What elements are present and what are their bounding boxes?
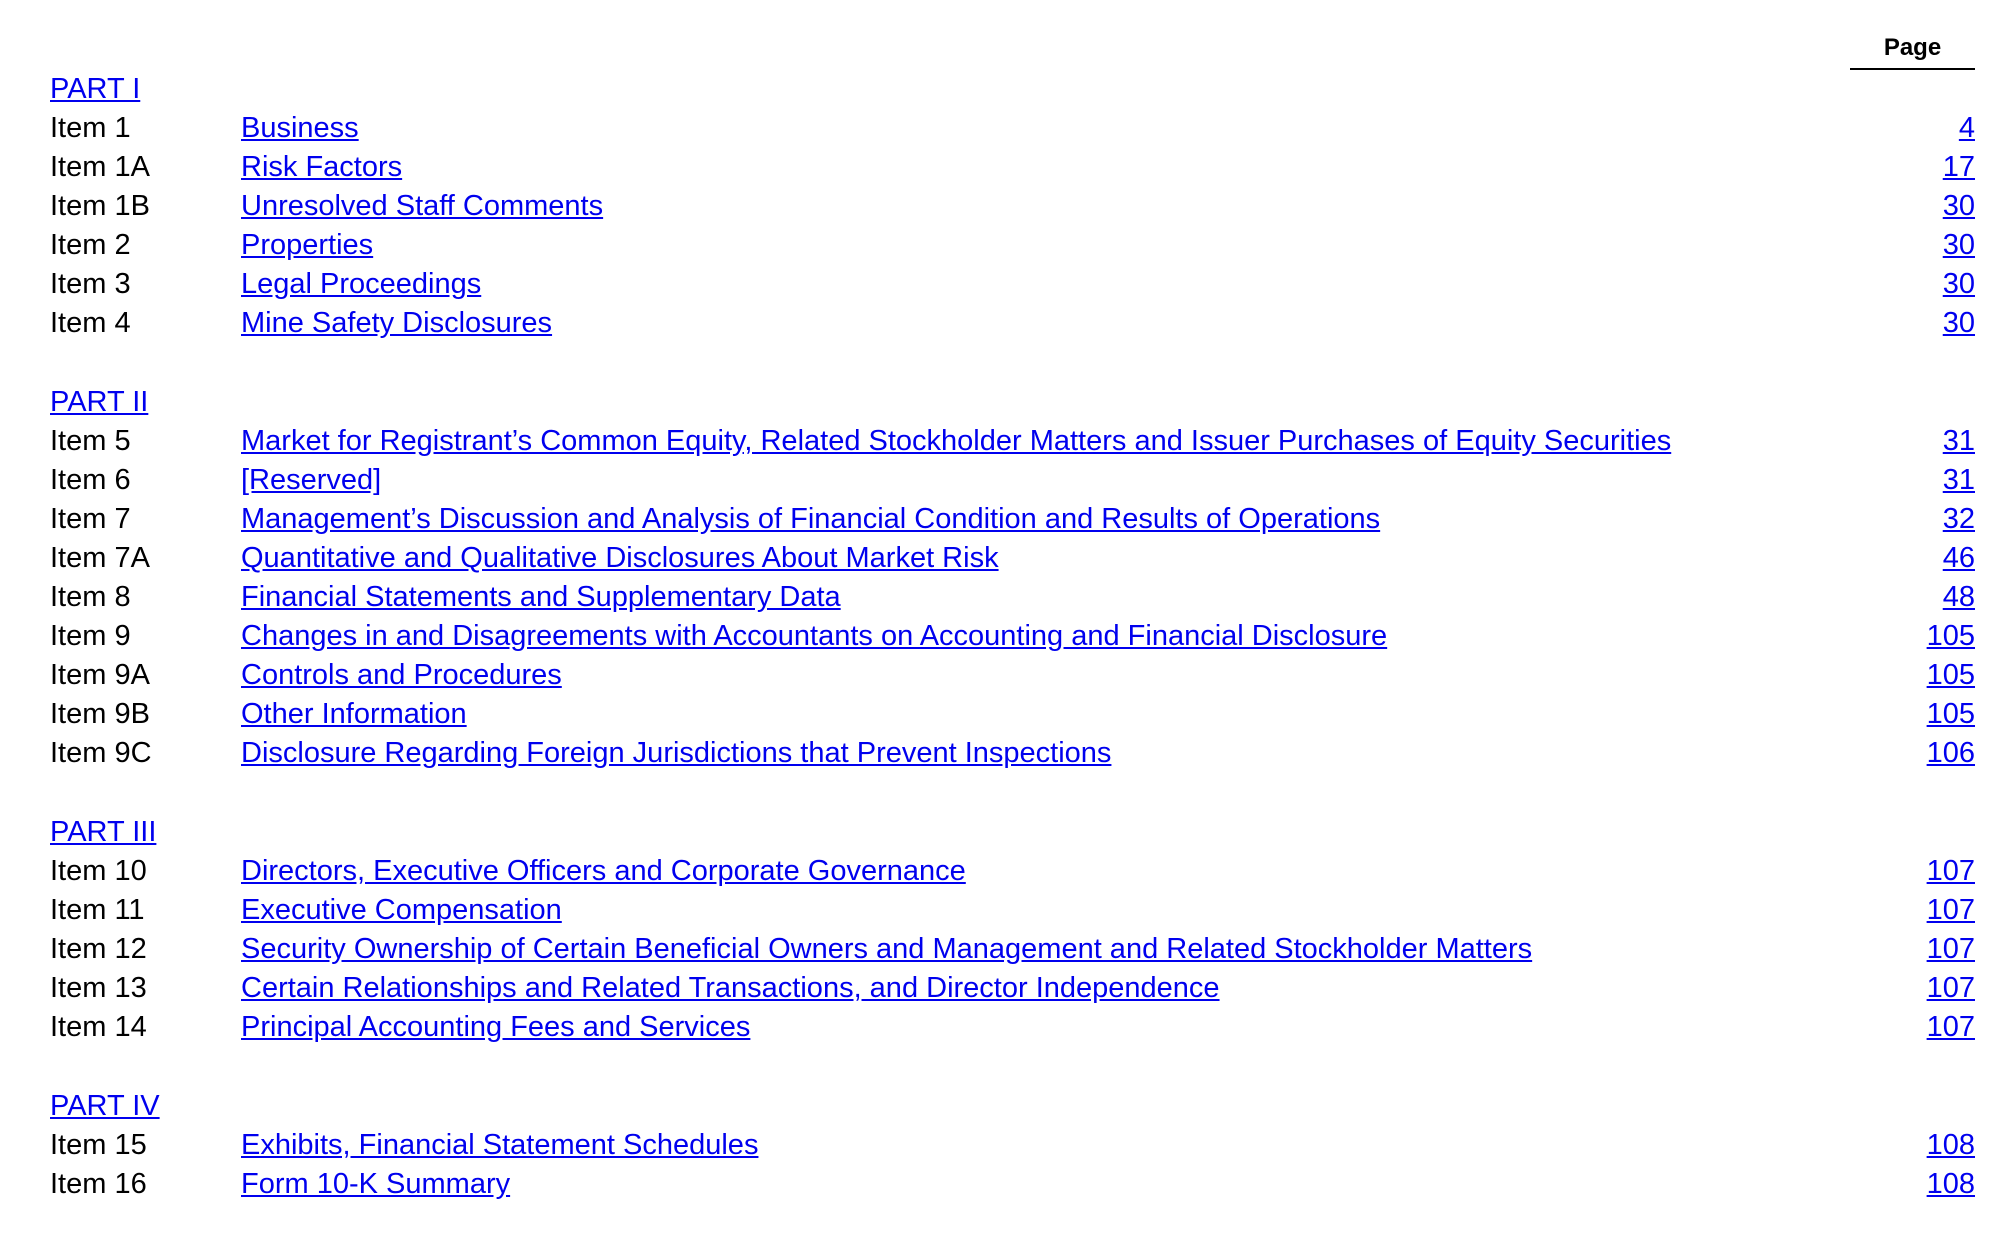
toc-row xyxy=(50,1165,1975,1204)
item-title-cell xyxy=(241,542,1855,575)
toc-row xyxy=(50,852,1975,891)
toc-row xyxy=(50,109,1975,148)
page-number-cell xyxy=(1855,659,1975,692)
item-title-cell xyxy=(241,620,1855,653)
page-number-link[interactable]: 105 xyxy=(1926,620,1975,652)
page-number-cell xyxy=(1855,190,1975,223)
page-number-cell xyxy=(1855,698,1975,731)
page-number-link[interactable]: 105 xyxy=(1926,659,1975,691)
page-number-link[interactable]: 4 xyxy=(1958,112,1975,144)
page-number-link[interactable]: 107 xyxy=(1926,972,1975,1004)
page-number-cell xyxy=(1855,112,1975,145)
page-number-cell xyxy=(1855,307,1975,340)
toc-row xyxy=(50,578,1975,617)
page-number-cell xyxy=(1855,464,1975,497)
toc-row xyxy=(50,617,1975,656)
toc-part-section xyxy=(50,383,1975,773)
page-number-cell xyxy=(1855,894,1975,927)
item-number: Item 8 xyxy=(50,581,131,613)
item-number: Item 1 xyxy=(50,112,131,144)
toc-row xyxy=(50,1008,1975,1047)
part-heading-link[interactable]: PART IV xyxy=(50,1090,160,1122)
item-title-link[interactable]: Market for Registrant’s Common Equity, Related Stockholder Matters and Issuer Purchases of Equity Securities xyxy=(241,425,1672,457)
item-title-link[interactable]: Other Information xyxy=(241,698,467,730)
page-number-cell xyxy=(1855,933,1975,966)
item-title-link[interactable]: Exhibits, Financial Statement Schedules xyxy=(241,1129,759,1161)
item-number: Item 1B xyxy=(50,190,150,222)
item-number: Item 16 xyxy=(50,1168,147,1200)
item-title-cell xyxy=(241,698,1855,731)
page-number-cell xyxy=(1855,1011,1975,1044)
item-title-link[interactable]: Changes in and Disagreements with Accountants on Accounting and Financial Disclosure xyxy=(241,620,1388,652)
item-title-cell xyxy=(241,464,1855,497)
item-title-link[interactable]: Quantitative and Qualitative Disclosures About Market Risk xyxy=(241,542,999,574)
item-title-cell xyxy=(241,503,1855,536)
item-number: Item 12 xyxy=(50,933,147,965)
item-title-link[interactable]: Business xyxy=(241,112,359,144)
item-title-link[interactable]: Certain Relationships and Related Transactions, and Director Independence xyxy=(241,972,1220,1004)
item-number: Item 10 xyxy=(50,855,147,887)
page-number-link[interactable]: 107 xyxy=(1926,894,1975,926)
part-heading-link[interactable]: PART I xyxy=(50,73,141,105)
page-number-link[interactable]: 107 xyxy=(1926,1011,1975,1043)
item-title-cell xyxy=(241,933,1855,966)
item-number: Item 9 xyxy=(50,620,131,652)
toc-part-section xyxy=(50,70,1975,343)
item-number: Item 11 xyxy=(50,894,145,926)
page-number-link[interactable]: 31 xyxy=(1942,464,1975,496)
section-spacer xyxy=(50,773,1975,813)
toc-row xyxy=(50,500,1975,539)
page-number-cell xyxy=(1855,581,1975,614)
part-heading-link[interactable]: PART II xyxy=(50,386,149,418)
item-number: Item 15 xyxy=(50,1129,147,1161)
page-number-link[interactable]: 108 xyxy=(1926,1168,1975,1200)
item-title-link[interactable]: Risk Factors xyxy=(241,151,403,183)
item-number: Item 7 xyxy=(50,503,131,535)
item-number: Item 1A xyxy=(50,151,150,183)
page-number-link[interactable]: 17 xyxy=(1942,151,1975,183)
item-title-link[interactable]: [Reserved] xyxy=(241,464,382,496)
item-title-link[interactable]: Mine Safety Disclosures xyxy=(241,307,553,339)
item-number: Item 6 xyxy=(50,464,131,496)
toc-row xyxy=(50,695,1975,734)
item-title-link[interactable]: Properties xyxy=(241,229,374,261)
item-number: Item 14 xyxy=(50,1011,147,1043)
item-title-link[interactable]: Disclosure Regarding Foreign Jurisdictions that Prevent Inspections xyxy=(241,737,1112,769)
toc-row xyxy=(50,1126,1975,1165)
page-number-link[interactable]: 30 xyxy=(1942,268,1975,300)
toc-row xyxy=(50,969,1975,1008)
toc-row xyxy=(50,422,1975,461)
page-number-cell xyxy=(1855,503,1975,536)
page-number-cell xyxy=(1855,1129,1975,1162)
item-title-link[interactable]: Controls and Procedures xyxy=(241,659,562,691)
item-title-cell xyxy=(241,229,1855,262)
item-title-cell xyxy=(241,1129,1855,1162)
page-number-link[interactable]: 46 xyxy=(1942,542,1975,574)
page-number-link[interactable]: 105 xyxy=(1926,698,1975,730)
toc-row xyxy=(50,226,1975,265)
toc-row xyxy=(50,656,1975,695)
item-number: Item 5 xyxy=(50,425,131,457)
toc-row xyxy=(50,891,1975,930)
toc-row xyxy=(50,148,1975,187)
item-title-link[interactable]: Form 10-K Summary xyxy=(241,1168,511,1200)
page-number-cell xyxy=(1855,229,1975,262)
page-number-cell xyxy=(1855,268,1975,301)
item-title-cell xyxy=(241,581,1855,614)
item-title-cell xyxy=(241,151,1855,184)
item-title-cell xyxy=(241,307,1855,340)
toc-part-section xyxy=(50,813,1975,1047)
toc-row xyxy=(50,734,1975,773)
toc-part-section xyxy=(50,1087,1975,1204)
toc-row xyxy=(50,187,1975,226)
page-number-cell xyxy=(1855,972,1975,1005)
item-title-link[interactable]: Principal Accounting Fees and Services xyxy=(241,1011,751,1043)
toc-row xyxy=(50,265,1975,304)
page-column-header: Page xyxy=(1850,34,1975,70)
item-title-cell xyxy=(241,268,1855,301)
toc-row xyxy=(50,304,1975,343)
toc-row xyxy=(50,930,1975,969)
page-number-link[interactable]: 30 xyxy=(1942,229,1975,261)
page-number-cell xyxy=(1855,1168,1975,1201)
item-number: Item 2 xyxy=(50,229,131,261)
item-title-cell xyxy=(241,190,1855,223)
item-title-cell xyxy=(241,1011,1855,1044)
page-number-cell xyxy=(1855,737,1975,770)
page-number-cell xyxy=(1855,542,1975,575)
item-title-link[interactable]: Financial Statements and Supplementary Data xyxy=(241,581,841,613)
page-number-cell xyxy=(1855,855,1975,888)
page-number-link[interactable]: 48 xyxy=(1942,581,1975,613)
part-heading-link[interactable]: PART III xyxy=(50,816,157,848)
item-number: Item 9A xyxy=(50,659,150,691)
page-number-link[interactable]: 106 xyxy=(1926,737,1975,769)
item-number: Item 3 xyxy=(50,268,131,300)
page-number-cell xyxy=(1855,151,1975,184)
page-number-link[interactable]: 30 xyxy=(1942,190,1975,222)
item-title-link[interactable]: Directors, Executive Officers and Corporate Governance xyxy=(241,855,966,887)
item-title-cell xyxy=(241,855,1855,888)
item-title-cell xyxy=(241,972,1855,1005)
page-number-link[interactable]: 107 xyxy=(1926,933,1975,965)
page-number-cell xyxy=(1855,425,1975,458)
item-title-link[interactable]: Legal Proceedings xyxy=(241,268,482,300)
toc-row xyxy=(50,461,1975,500)
item-number: Item 9B xyxy=(50,698,150,730)
item-number: Item 7A xyxy=(50,542,150,574)
item-title-cell xyxy=(241,1168,1855,1201)
page-number-link[interactable]: 108 xyxy=(1926,1129,1975,1161)
item-title-cell xyxy=(241,737,1855,770)
item-number: Item 4 xyxy=(50,307,131,339)
item-title-cell xyxy=(241,425,1855,458)
item-title-link[interactable]: Management’s Discussion and Analysis of Financial Condition and Results of Operations xyxy=(241,503,1381,535)
page-number-link[interactable]: 30 xyxy=(1942,307,1975,339)
item-title-link[interactable]: Executive Compensation xyxy=(241,894,562,926)
page-number-cell xyxy=(1855,620,1975,653)
section-spacer xyxy=(50,343,1975,383)
page-number-link[interactable]: 107 xyxy=(1926,855,1975,887)
item-title-cell xyxy=(241,894,1855,927)
item-title-cell xyxy=(241,659,1855,692)
toc-row xyxy=(50,539,1975,578)
section-spacer xyxy=(50,1047,1975,1087)
item-number: Item 9C xyxy=(50,737,152,769)
page-number-link[interactable]: 31 xyxy=(1942,425,1975,457)
item-title-cell xyxy=(241,112,1855,145)
item-title-link[interactable]: Unresolved Staff Comments xyxy=(241,190,604,222)
table-of-contents xyxy=(50,30,1975,1204)
item-number: Item 13 xyxy=(50,972,147,1004)
item-title-link[interactable]: Security Ownership of Certain Beneficial Owners and Management and Related Stockholder Matters xyxy=(241,933,1533,965)
page-number-link[interactable]: 32 xyxy=(1942,503,1975,535)
